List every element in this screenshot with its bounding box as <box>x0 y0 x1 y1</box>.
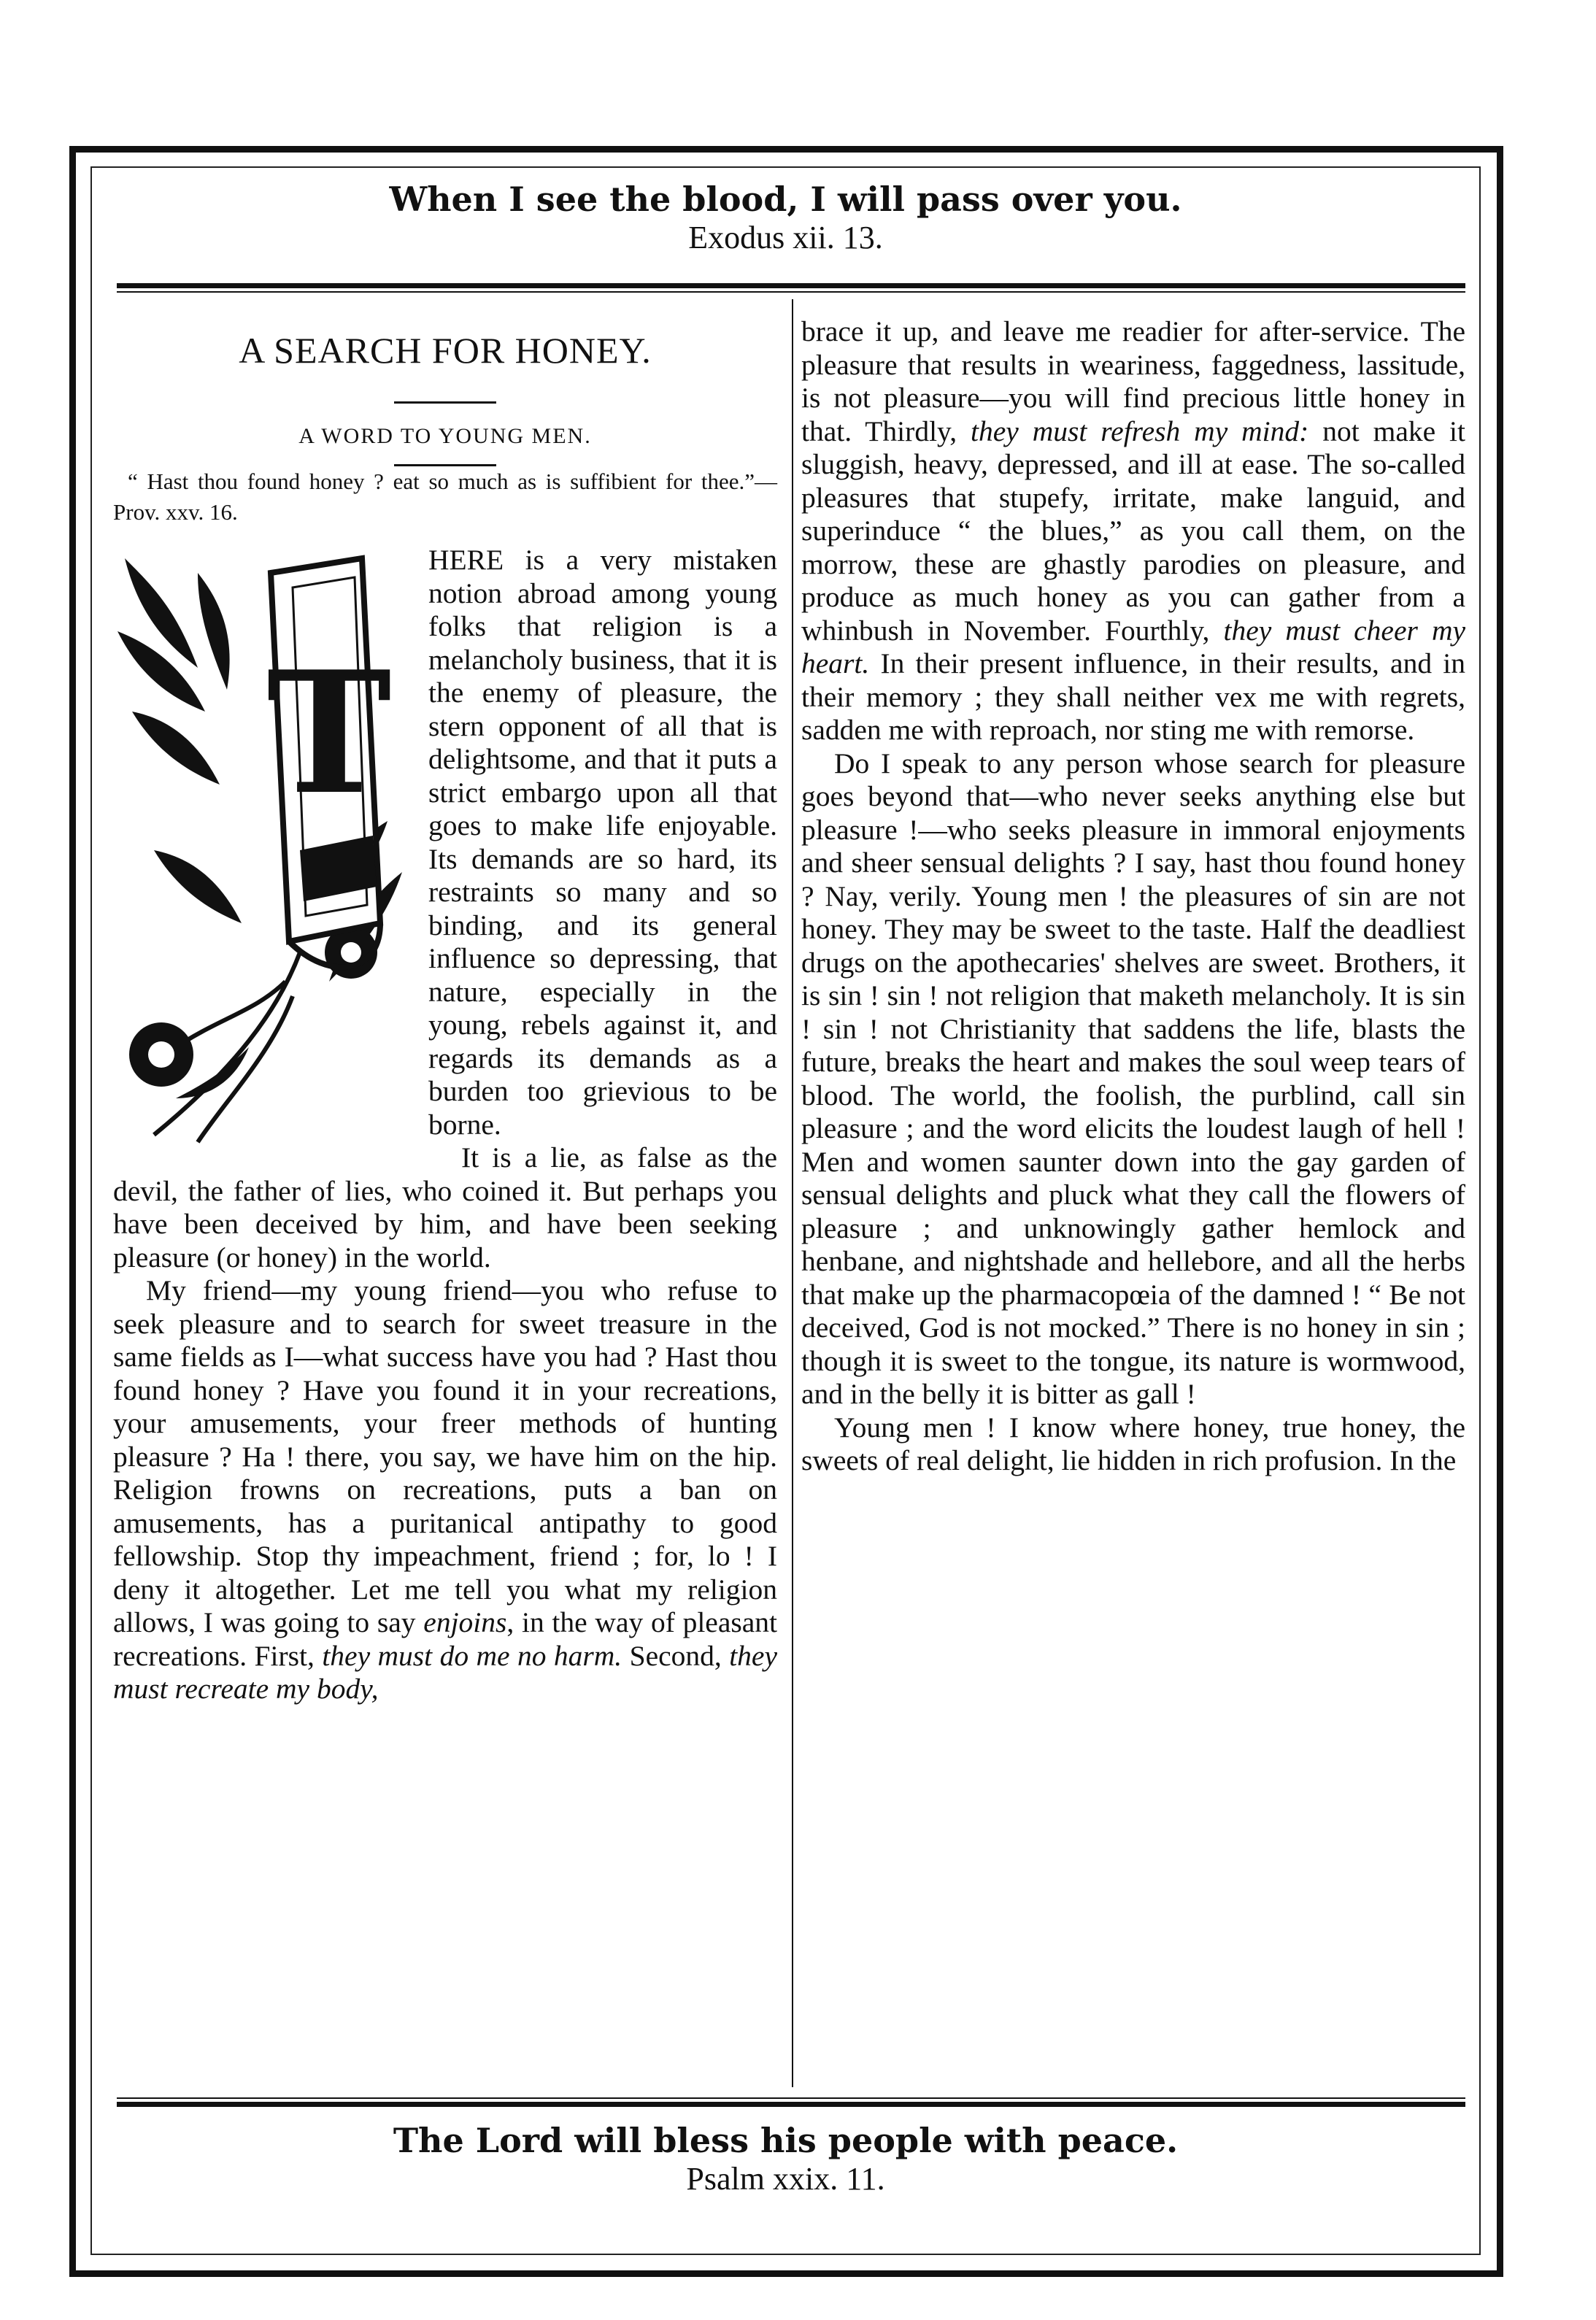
article-subtitle: A WORD TO YOUNG MEN. <box>298 424 592 448</box>
footer <box>90 2120 1481 2197</box>
title-rule <box>394 401 496 404</box>
paragraph-3-text-d: brace it up, and leave me readier for after-service. The pleasure that results in weariness, faggedness, lassitude, is not pleasure—you will find precious little honey in that. Thirdly, <box>801 315 1465 447</box>
top-rule-thick <box>117 283 1465 288</box>
header-reference: Exodus xii. 13. <box>688 220 883 255</box>
column-divider <box>792 299 793 2087</box>
header <box>90 179 1481 256</box>
paragraph-1: HERE is a very mistaken notion abroad among young folks that religion is a melancholy business, that it is the enemy of pleasure, the stern opponent of all that is delightsome, and that it puts a strict embargo upon all that goes to make life enjoyable. Its demands are so hard, its restraints so many and so binding, and its general influence so depressing, that nature, especially in the young, rebels against it, and regards its demands as a burden too grievious to be borne. <box>428 544 777 1141</box>
right-column <box>801 315 1465 1478</box>
paragraph-3-text-b: , in the way of pleasant recreations. First, <box>113 1606 777 1672</box>
paragraph-3-text-f: In their present influence, in their results, and in their memory ; they shall neither vex me with regrets, sadden me with reproach, nor sting me with remorse. <box>801 647 1465 746</box>
paragraph-3-text-c: Second, <box>622 1639 730 1672</box>
paragraph-4: Do I speak to any person whose search for pleasure goes beyond that—who never seeks anything else but pleasure !—who seeks pleasure in immoral enjoyments and sheer sensual delights ? I say, hast thou found honey ? Nay, verily. Young men ! the pleasures of sin are not honey. They may be sweet to the taste. Half the deadliest drugs on the apothecaries' shelves are sweet. Brothers, it is sin ! sin ! not religion that maketh melancholy. It is sin ! sin ! not Christianity that saddens the life, blasts the future, breaks the heart and makes the soul weep tears of blood. The world, the foolish, the purblind, call sin pleasure ; and the word elicits the loudest laugh of hell ! Men and women saunter down into the gay garden of sensual delights and pluck what they call the flowers of pleasure ; and unknowingly gather hemlock and henbane, and nightshade and hellebore, and all the herbs that make up the pharmacopœia of the damned ! “ Be not deceived, God is not mocked.” There is no honey in sin ; though it is sweet to the tongue, its nature is wormwood, and in the belly it is bitter as gall ! <box>801 747 1465 1410</box>
paragraph-3-continued <box>801 315 1465 747</box>
bottom-rule-thin <box>117 2097 1465 2099</box>
paragraph-3-emphasis-3: they must recreate my body, <box>113 1639 777 1705</box>
bottom-rule-thick <box>117 2102 1465 2107</box>
paragraph-3-start <box>113 1274 777 1706</box>
article-title: A SEARCH FOR HONEY. <box>239 330 652 371</box>
opening-paragraph <box>113 544 777 1141</box>
paragraph-3-text-e: not make it sluggish, heavy, depressed, and ill at ease. The so-called pleasures that stupefy, irritate, make languid, and superinduce “ the blues,” as you call them, on the morrow, these are ghastly parodies on pleasure, and produce as much honey as you can gather from a whinbush in November. Fourthly, <box>801 415 1466 647</box>
epigraph: “ Hast thou found honey ? eat so much as is suffibient for thee.”—Prov. xxv. 16. <box>113 469 777 525</box>
drop-cap-letter: T <box>266 635 392 832</box>
top-rule-thin <box>117 291 1465 293</box>
paragraph-3-text-a: My friend—my young friend—you who refuse to seek pleasure and to search for sweet treasure in the same fields as I—what success have you had ? Hast thou found honey ? Have you found it in your recreations, your amusements, your freer methods of hunting pleasure ? Ha ! there, you say, we have him on the hip. Religion frowns on recreations, puts a ban on amusements, has a puritanical antipathy to good fellowship. Stop thy impeachment, friend ; for, lo ! I deny it altogether. Let me tell you what my religion allows, I was going to say <box>113 1274 777 1638</box>
footer-verse: The Lord will bless his people with peace. <box>393 2121 1179 2160</box>
paragraph-3-emphasis-4: they must refresh my mind: <box>971 415 1309 447</box>
left-column <box>113 315 777 1706</box>
paragraph-2: It is a lie, as false as the devil, the father of lies, who coined it. But perhaps you have been deceived by him, and have been seeking pleasure (or honey) in the world. <box>113 1141 777 1273</box>
paragraph-3-emphasis-5: they must cheer my heart. <box>801 614 1466 679</box>
paragraph-3-emphasis-2: they must do me no harm. <box>322 1639 622 1672</box>
paragraph-5: Young men ! I know where honey, true honey, the sweets of real delight, lie hidden in rich profusion. In the <box>801 1411 1465 1476</box>
header-verse: When I see the blood, I will pass over you. <box>389 180 1182 219</box>
paragraph-3-emphasis-1: enjoins <box>423 1606 507 1638</box>
footer-reference: Psalm xxix. 11. <box>686 2161 885 2197</box>
floral-drop-cap-ornament <box>110 544 417 1157</box>
